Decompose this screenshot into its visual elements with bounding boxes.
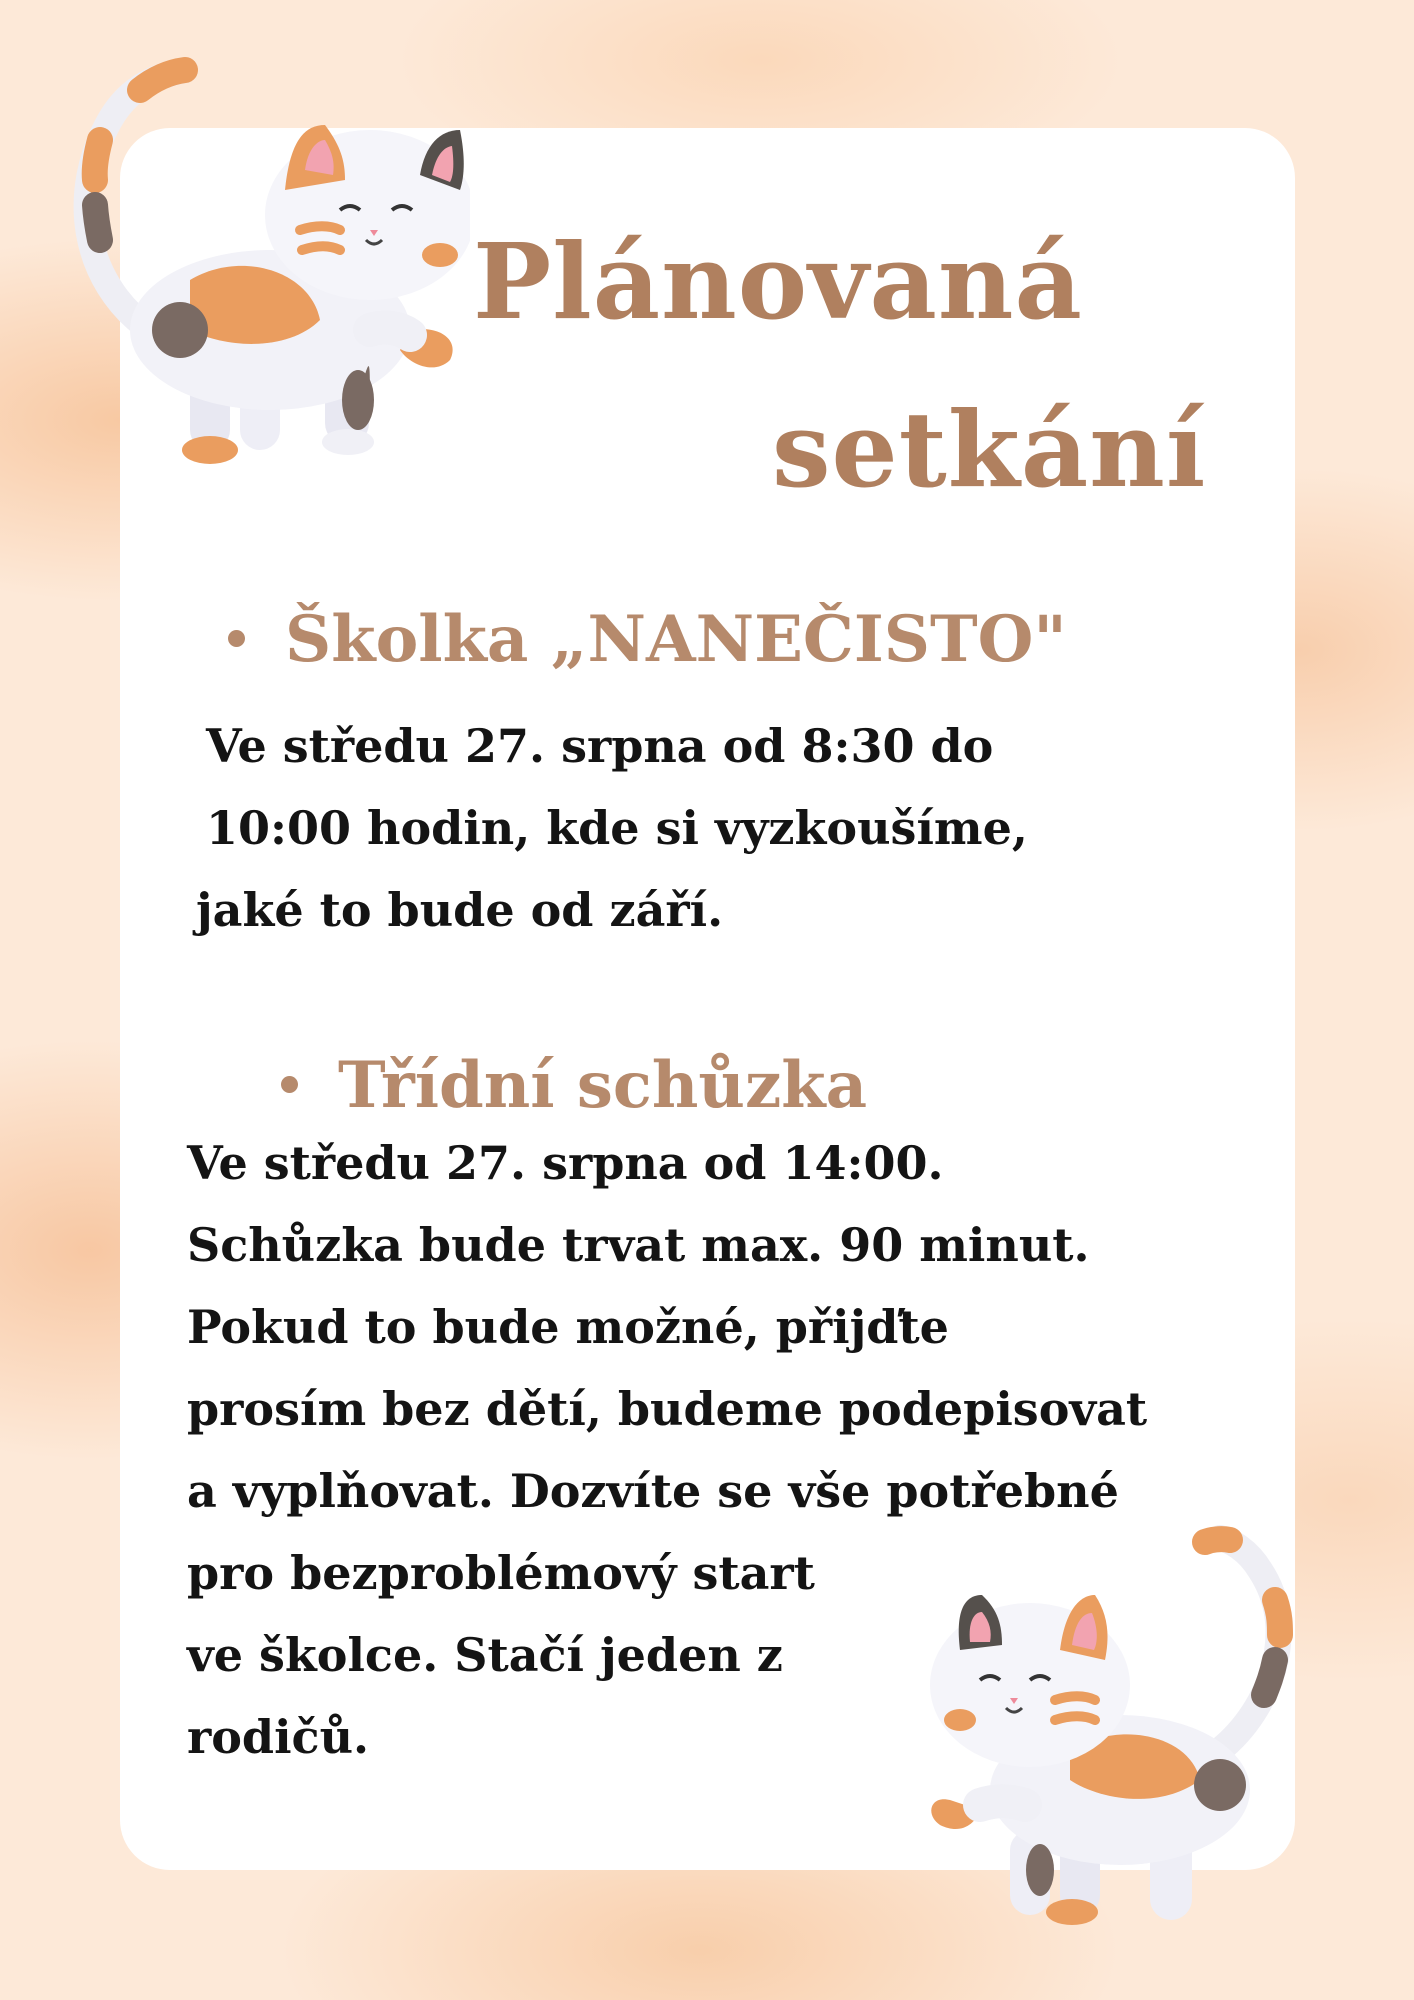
- text-line: rodičů.: [187, 1710, 370, 1764]
- section-heading-schuzka: [281, 1048, 868, 1123]
- title-line-2: setkání: [772, 388, 1207, 511]
- title-line-1: Plánovaná: [473, 220, 1083, 343]
- section-text-schuzka: [187, 1122, 1147, 1778]
- text-line: Pokud to bude možné, přijďte: [187, 1300, 949, 1354]
- text-line: 10:00 hodin, kde si vyzkoušíme,: [206, 801, 1028, 855]
- text-line: pro bezproblémový start: [187, 1546, 815, 1600]
- text-line: jaké to bude od září.: [196, 883, 724, 937]
- section-heading-skolka: [228, 602, 1067, 677]
- section-text-skolka: [196, 705, 1028, 951]
- text-line: prosím bez dětí, budeme podepisovat: [187, 1382, 1148, 1436]
- bullet-icon: [228, 630, 245, 647]
- text-line: Schůzka bude trvat max. 90 minut.: [187, 1218, 1090, 1272]
- text-line: ve školce. Stačí jeden z: [187, 1628, 783, 1682]
- text-line: a vyplňovat. Dozvíte se vše potřebné: [187, 1464, 1119, 1518]
- bullet-icon: [281, 1076, 298, 1093]
- text-line: Ve středu 27. srpna od 8:30 do: [206, 719, 994, 773]
- section-heading-text: Školka „NANEČISTO": [285, 602, 1067, 677]
- text-line: Ve středu 27. srpna od 14:00.: [187, 1136, 944, 1190]
- cat-illustration-top-left: [40, 30, 470, 470]
- section-heading-text: Třídní schůzka: [338, 1048, 868, 1123]
